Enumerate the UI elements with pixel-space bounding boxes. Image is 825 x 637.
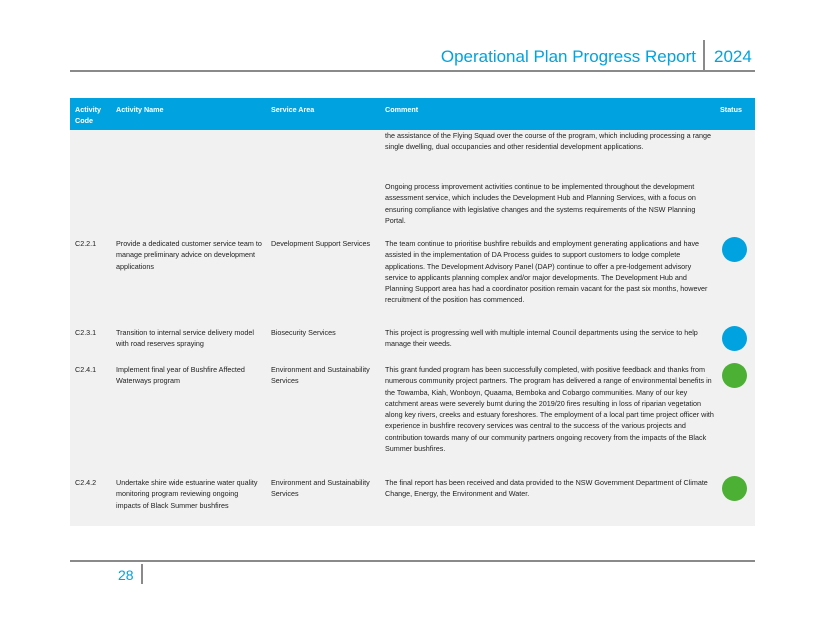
column-header-status: Status — [720, 105, 742, 114]
status-indicator — [722, 237, 747, 262]
comment: This project is progressing well with multiple internal Council departments using the service to help manage their weeds. — [385, 328, 698, 349]
status-indicator — [722, 326, 747, 351]
service-area: Biosecurity Services — [271, 328, 336, 337]
activity-name: Undertake shire wide estuarine water quality monitoring program reviewing ongoing impacts of Black Summer bushfires — [116, 478, 258, 510]
activity-code: C2.4.1 — [75, 365, 97, 374]
table-header — [70, 98, 755, 130]
column-header-comment: Comment — [385, 105, 419, 114]
continued-comment: Ongoing process improvement activities continue to be implemented throughout the development assessment service, which includes the Development Hub and Planning Services, with a focus on ensuring compliance with legislative changes and the systems requirements of the NSW Planning Portal. — [385, 182, 696, 225]
activity-code: C2.2.1 — [75, 239, 97, 248]
activity-code: C2.4.2 — [75, 478, 97, 487]
continued-comment: the assistance of the Flying Squad over the course of the program, which including processing a range single dwelling, dual occupancies and other residential development applications. — [385, 131, 712, 152]
activity-name: Provide a dedicated customer service team to manage preliminary advice on development applications — [116, 239, 262, 271]
header-divider — [703, 40, 705, 70]
service-area: Development Support Services — [271, 239, 371, 248]
comment: The team continue to prioritise bushfire rebuilds and employment generating applications and have assisted in the implementation of DA Process guides to support customers to lodge complete applications. The Development Advisory Panel (DAP) continue to offer a pre-lodgement advisory service to applicants planning complex and/or major developments. The Development Hub and Planning Support area has had a coordinator position remain vacant for the past six months, however recruitment of the position has commenced. — [385, 239, 708, 305]
activity-code: C2.3.1 — [75, 328, 97, 337]
report-title: Operational Plan Progress Report — [440, 47, 696, 66]
activity-name: Implement final year of Bushfire Affected Waterways program — [116, 365, 245, 386]
activity-name: Transition to internal service delivery model with road reserves spraying — [116, 328, 254, 349]
header-rule — [70, 70, 755, 72]
column-header-activity-code: Activity Code — [75, 105, 101, 125]
status-indicator — [722, 363, 747, 388]
page-number: 28 — [118, 567, 134, 583]
column-header-service-area: Service Area — [271, 105, 315, 114]
column-header-activity-name: Activity Name — [116, 105, 164, 114]
report-year: 2024 — [714, 47, 752, 66]
service-area: Environment and Sustainability Services — [271, 365, 370, 386]
page-number-divider — [141, 564, 143, 584]
progress-table — [70, 98, 755, 526]
status-indicator — [722, 476, 747, 501]
comment: This grant funded program has been successfully completed, with positive feedback and thanks from numerous community project partners. The program has delivered a range of environmental benefits in the Towamba, Kiah, Wonboyn, Quaama, Bemboka and Cobargo communities. Many of our key catchment areas were severely burnt during the 2019/20 fires resulting in loss of riparian vegetation along key rivers, creeks and estuary foreshores. The employment of a local part time project officer with experience in bushfire recovery services was central to the success of the various projects and contribution towards many of our community partners ongoing recovery from the impacts of the Black Summer bushfires. — [385, 365, 714, 454]
service-area: Environment and Sustainability Services — [271, 478, 370, 499]
comment: The final report has been received and data provided to the NSW Government Department of Climate Change, Energy, the Environment and Water. — [385, 478, 708, 499]
footer-rule — [70, 560, 755, 562]
